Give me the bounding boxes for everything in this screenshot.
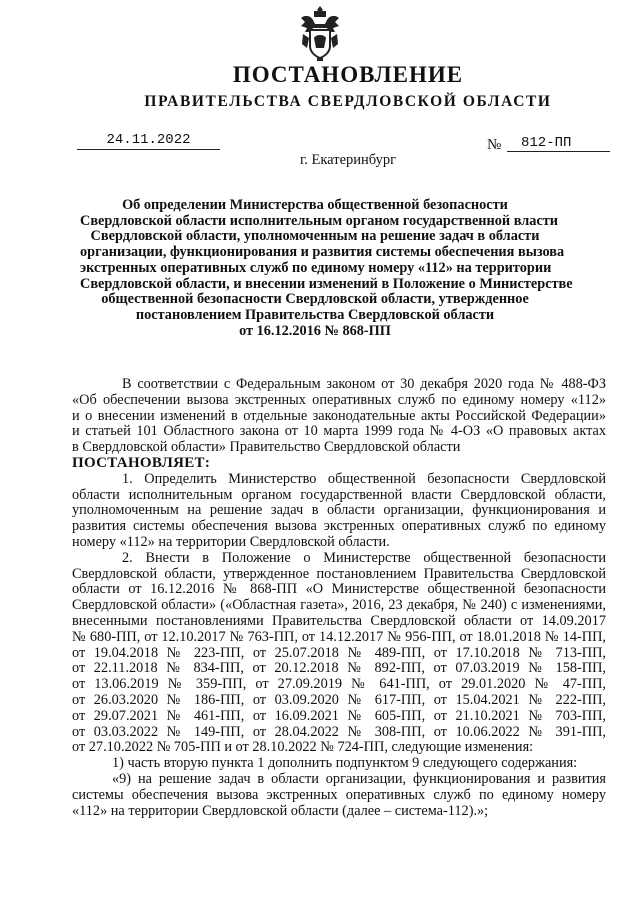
body-line: области исполнительным органом государственной власти Свердловской области,	[72, 486, 606, 503]
body-line: номеру «112» на территории Свердловской области.	[72, 533, 390, 550]
document-title: ПОСТАНОВЛЕНИЕ	[232, 62, 464, 87]
body-line: «112» на территории Свердловской области (далее – система-112).»;	[72, 802, 489, 819]
body-line: «9) на решение задач в области организации, функционирования и развития	[112, 770, 606, 787]
body-line: от 13.06.2019 № 359-ПП, от 27.09.2019 № 641-ПП, от 29.01.2020 № 47-ПП,	[72, 676, 606, 693]
quote-paragraph	[72, 772, 606, 819]
body-line: 1) часть вторую пункта 1 дополнить подпунктом 9 следующего содержания:	[112, 755, 578, 772]
number-label: №	[487, 137, 502, 153]
item-1-paragraph	[72, 472, 606, 551]
body-line: 1. Определить Министерство общественной безопасности Свердловской	[122, 470, 606, 487]
document-heading	[80, 197, 573, 339]
body-line: и статьей 101 Областного закона от 10 марта 1999 года № 4-ОЗ «О правовых актах	[72, 423, 606, 440]
heading-line: Свердловской области, уполномоченным на решение задач в области	[90, 228, 540, 245]
document-city: г. Екатеринбург	[299, 152, 397, 168]
body-line: «Об обеспечении вызова экстренных оперативных служб по единому номеру «112»	[72, 391, 606, 408]
heading-line: экстренных оперативных служб по единому номеру «112» на территории	[80, 259, 552, 276]
body-line: от 03.03.2022 № 149-ПП, от 28.04.2022 № 308-ПП, от 10.06.2022 № 391-ПП,	[72, 723, 606, 740]
resolves-heading: ПОСТАНОВЛЯЕТ:	[72, 454, 211, 471]
preamble-paragraph	[72, 377, 606, 456]
body-line: Свердловской области, утвержденное постановлением Правительства Свердловской	[72, 565, 606, 582]
body-line: от 27.10.2022 № 705-ПП и от 28.10.2022 № 724-ПП, следующие изменения:	[72, 739, 534, 756]
body-line: 2. Внести в Положение о Министерстве общественной безопасности	[122, 549, 606, 566]
body-line: и о внесении изменений в отдельные законодательные акты Российской Федерации»	[72, 407, 606, 424]
document-subtitle: ПРАВИТЕЛЬСТВА СВЕРДЛОВСКОЙ ОБЛАСТИ	[144, 93, 552, 110]
heading-line: постановлением Правительства Свердловской области	[135, 306, 495, 323]
body-line: системы обеспечения вызова экстренных оперативных служб по единому номеру	[72, 786, 606, 803]
body-line: развития системы обеспечения вызова экстренных оперативных служб по единому	[72, 518, 606, 535]
body-line: от 29.07.2021 № 461-ПП, от 16.09.2021 № 605-ПП, от 21.10.2021 № 703-ПП,	[72, 707, 606, 724]
body-line: № 680-ПП, от 12.10.2017 № 763-ПП, от 14.12.2017 № 956-ПП, от 18.01.2018 № 14-ПП,	[72, 628, 606, 645]
body-line: от 26.03.2020 № 186-ПП, от 03.09.2020 № 617-ПП, от 15.04.2021 № 222-ПП,	[72, 691, 606, 708]
item-2-paragraph	[72, 551, 606, 756]
body-line: от 22.11.2018 № 834-ПП, от 20.12.2018 № 892-ПП, от 07.03.2019 № 158-ПП,	[72, 660, 606, 677]
document-number: 812-ПП	[507, 135, 610, 152]
body-line: в Свердловской области» Правительство Свердловской области	[72, 439, 461, 456]
heading-line: общественной безопасности Свердловской области, утвержденное	[101, 291, 529, 308]
coat-of-arms-emblem-icon	[297, 4, 343, 62]
sub-item-1	[72, 756, 606, 772]
body-line: внесенными постановлениями Правительства Свердловской области от 14.09.2017	[72, 612, 606, 629]
document-body	[72, 377, 606, 819]
heading-line: Свердловской области исполнительным органом государственной власти	[80, 212, 559, 229]
heading-line: Об определении Министерства общественной безопасности	[122, 197, 508, 213]
body-line: уполномоченным на решение задач в области организации, функционирования и	[72, 502, 606, 519]
heading-line: от 16.12.2016 № 868-ПП	[239, 322, 391, 339]
document-date: 24.11.2022	[77, 132, 220, 150]
heading-line: организации, функционирования и развития системы обеспечения вызова	[80, 244, 565, 261]
body-line: области от 16.12.2016 № 868-ПП «О Министерстве общественной безопасности	[72, 581, 606, 598]
body-line: В соответствии с Федеральным законом от 30 декабря 2020 года № 488-ФЗ	[122, 376, 606, 392]
heading-line: Свердловской области, и внесении изменений в Положение о Министерстве	[80, 275, 573, 292]
body-line: от 19.04.2018 № 223-ПП, от 25.07.2018 № 489-ПП, от 17.10.2018 № 713-ПП,	[72, 644, 606, 661]
body-line: Свердловской области» («Областная газета», 2016, 23 декабря, № 240) с изменениями,	[72, 597, 606, 614]
